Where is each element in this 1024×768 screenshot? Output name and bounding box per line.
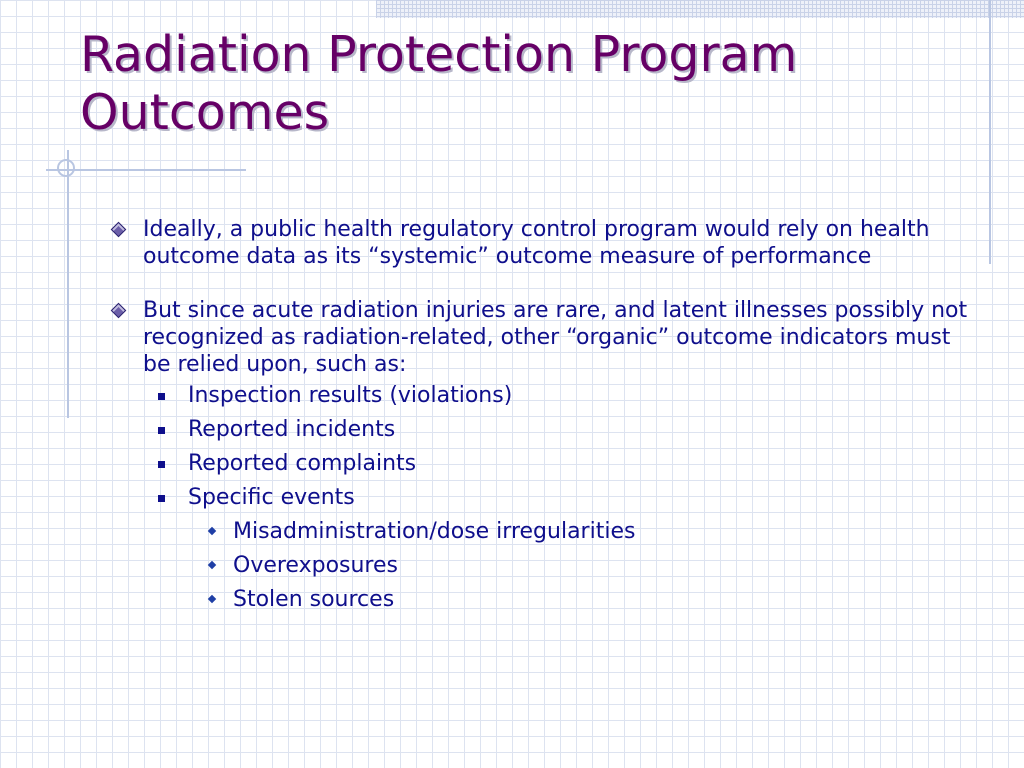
square-bullet-icon [158,461,165,468]
decorative-vertical-line-left [67,150,69,418]
slide-title-line-1: Radiation Protection Program [80,26,798,83]
sub-sub-bullet-stolen-sources [110,586,970,613]
sub-bullet-reported-incidents [110,416,970,443]
sub-bullet-text: Inspection results (violations) [188,383,513,408]
decorative-title-underline [46,169,246,171]
diamond-bullet-icon [111,222,127,238]
sub-bullet-text: Reported incidents [188,417,396,442]
slide-body [110,216,970,620]
bullet-item-organic-indicators [110,297,970,378]
small-diamond-bullet-icon [208,561,216,569]
small-diamond-bullet-icon [208,527,216,535]
sub-bullet-list [110,382,970,511]
square-bullet-icon [158,393,165,400]
sub-bullet-text: Specific events [188,485,355,510]
sub-sub-bullet-text: Misadministration/dose irregularities [233,519,636,544]
sub-sub-bullet-text: Overexposures [233,553,398,578]
sub-bullet-specific-events [110,484,970,511]
sub-sub-bullet-text: Stolen sources [233,587,395,612]
sub-sub-bullet-list [110,518,970,613]
bullet-text: Ideally, a public health regulatory control program would rely on health outcome data as its “systemic” outcome measure of performance [143,217,930,269]
sub-sub-bullet-misadministration [110,518,970,545]
square-bullet-icon [158,495,165,502]
diamond-bullet-icon [111,303,127,319]
decorative-vertical-line-right [989,0,991,264]
sub-sub-bullet-overexposures [110,552,970,579]
decorative-header-band [376,0,1024,18]
bullet-item-health-outcome [110,216,970,270]
square-bullet-icon [158,427,165,434]
crosshair-ring-icon [57,159,75,177]
sub-bullet-text: Reported complaints [188,451,417,476]
slide-title-line-2: Outcomes [80,84,330,141]
sub-bullet-inspection-results [110,382,970,409]
small-diamond-bullet-icon [208,595,216,603]
sub-bullet-reported-complaints [110,450,970,477]
slide-title [80,26,980,142]
bullet-text: But since acute radiation injuries are rare, and latent illnesses possibly not recognized as radiation-related, other “organic” outcome indicators must be relied upon, such as: [143,298,968,377]
